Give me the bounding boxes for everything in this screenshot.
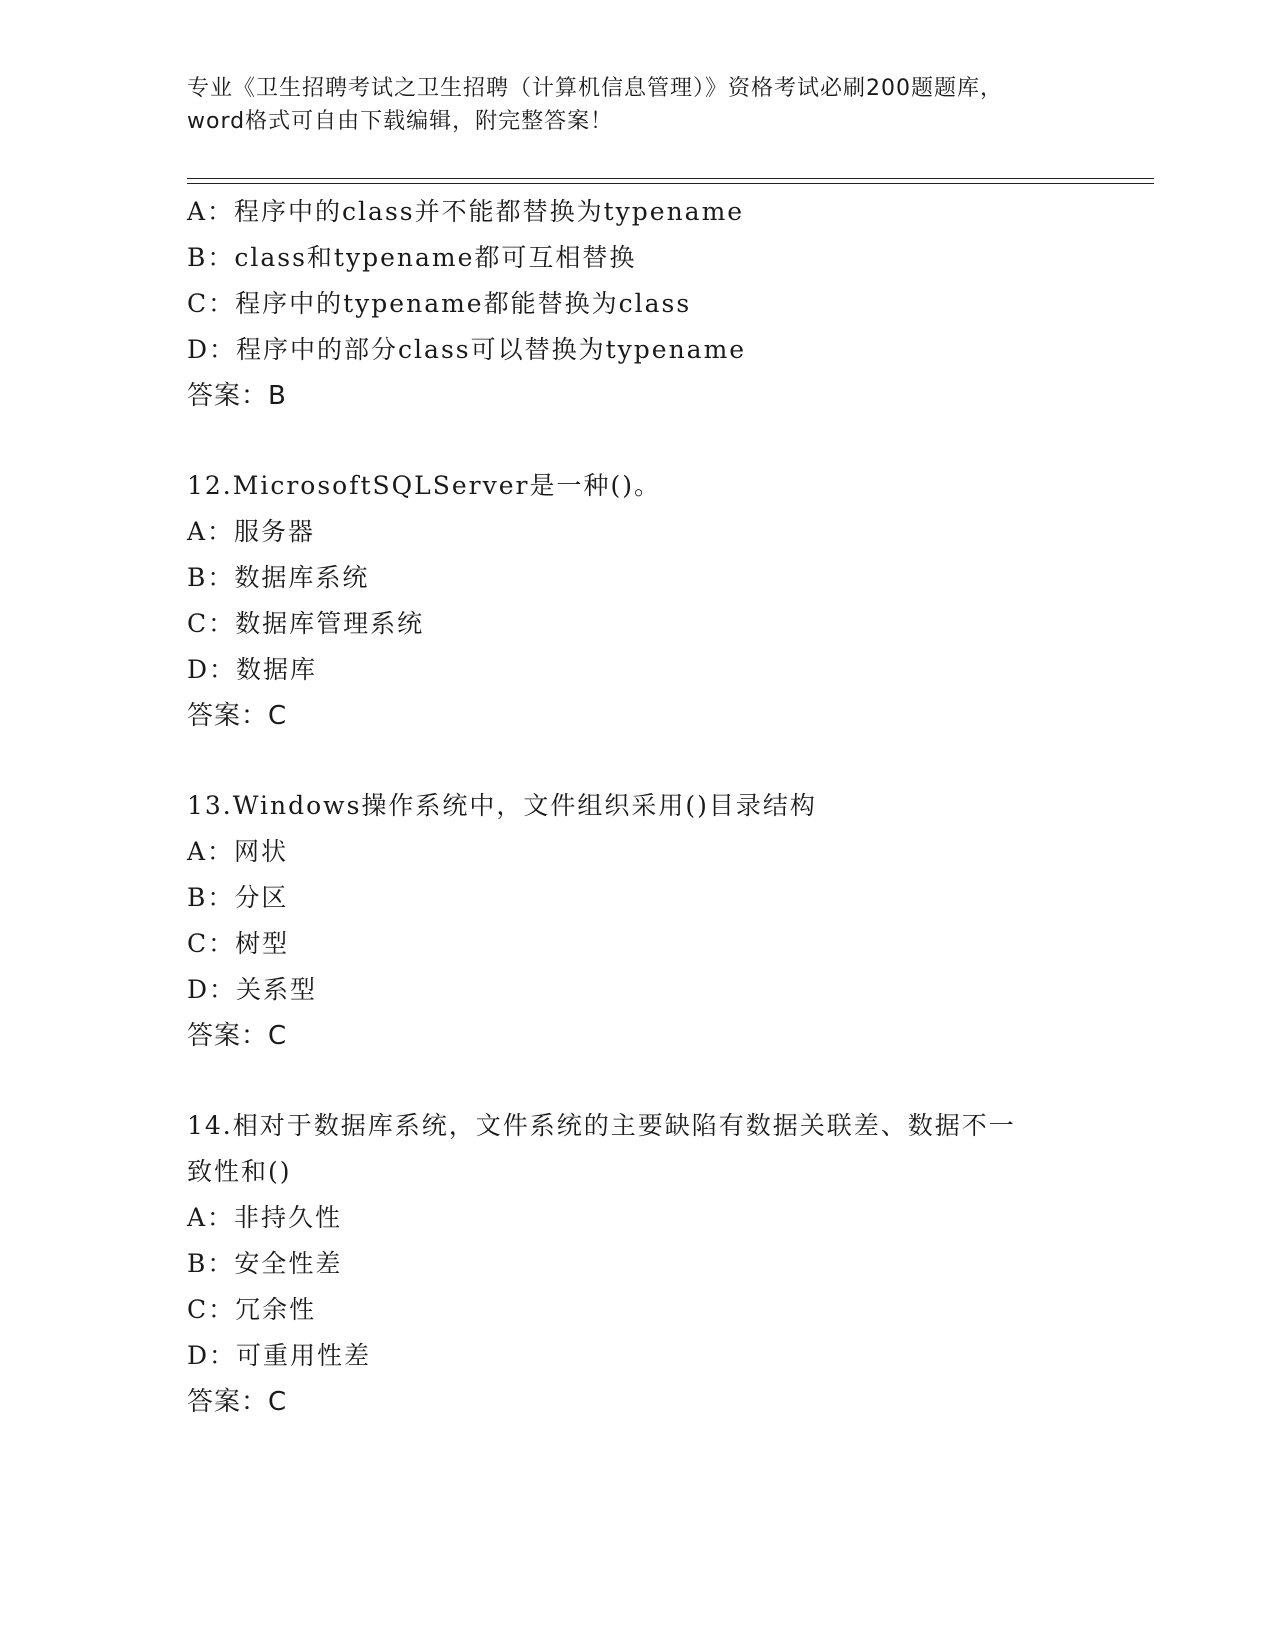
document-header	[187, 72, 1087, 138]
option-a: A：非持久性	[187, 1203, 343, 1232]
option-c: C：树型	[187, 929, 290, 958]
header-line-1: 专业《卫生招聘考试之卫生招聘（计算机信息管理）》资格考试必刷200题题库，	[187, 76, 1003, 101]
question-stem: 13.Windows操作系统中，文件组织采用()目录结构	[187, 791, 817, 820]
option-d: D：程序中的部分class可以替换为typename	[187, 335, 747, 364]
spacer	[187, 1059, 1087, 1103]
header-divider-top	[187, 178, 1154, 179]
question-11-continued	[187, 189, 1087, 419]
header-line-2: word格式可自由下载编辑，附完整答案！	[187, 109, 614, 134]
question-14	[187, 1103, 1087, 1425]
spacer	[187, 739, 1087, 783]
option-a: A：服务器	[187, 517, 316, 546]
answer: 答案：B	[187, 381, 287, 411]
option-a: A：程序中的class并不能都替换为typename	[187, 197, 745, 226]
option-b: B：安全性差	[187, 1249, 343, 1278]
option-d: D：可重用性差	[187, 1341, 372, 1370]
spacer	[187, 419, 1087, 463]
question-stem-line-1: 14.相对于数据库系统，文件系统的主要缺陷有数据关联差、数据不一	[187, 1111, 1016, 1140]
option-b: B：分区	[187, 883, 289, 912]
option-a: A：网状	[187, 837, 289, 866]
question-13	[187, 783, 1087, 1059]
option-b: B：数据库系统	[187, 563, 370, 592]
question-12	[187, 463, 1087, 739]
option-d: D：数据库	[187, 655, 318, 684]
option-c: C：数据库管理系统	[187, 609, 425, 638]
option-c: C：程序中的typename都能替换为class	[187, 289, 692, 318]
option-d: D：关系型	[187, 975, 318, 1004]
option-b: B：class和typename都可互相替换	[187, 243, 637, 272]
question-stem: 12.MicrosoftSQLServer是一种()。	[187, 471, 662, 500]
question-stem-line-2: 致性和()	[187, 1157, 292, 1186]
answer: 答案：C	[187, 1021, 288, 1051]
option-c: C：冗余性	[187, 1295, 317, 1324]
header-divider-bottom	[187, 183, 1154, 184]
answer: 答案：C	[187, 1387, 288, 1417]
question-list	[187, 189, 1087, 1425]
answer: 答案：C	[187, 701, 288, 731]
